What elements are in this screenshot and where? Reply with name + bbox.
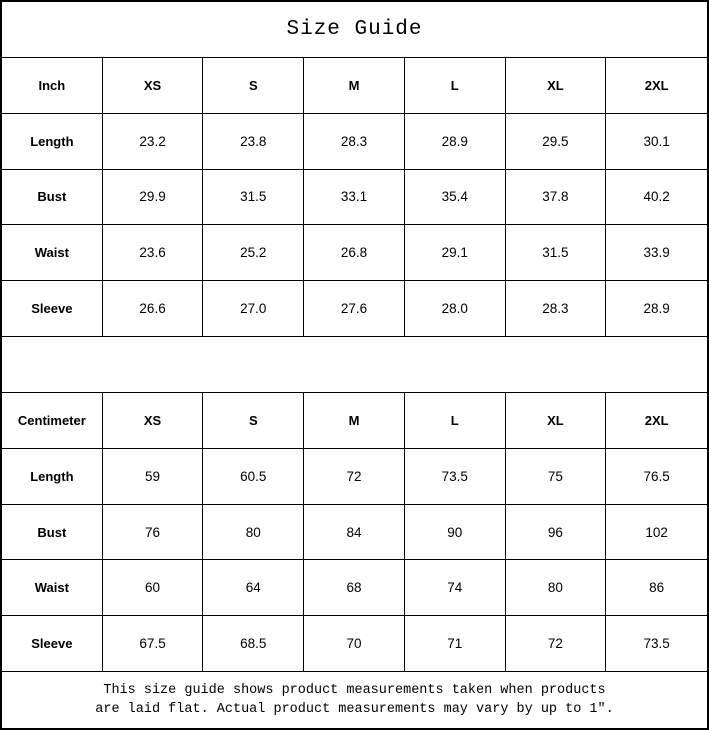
centimeter-header-row [2,393,707,449]
value-cell: 102 [645,524,668,540]
size-header: M [304,393,405,448]
value-cell: 84 [304,505,405,560]
value-cell: 37.8 [506,170,607,225]
unit-label-inch: Inch [2,58,103,113]
value-cell: 28.3 [506,281,607,336]
value-cell: 29.9 [103,170,204,225]
table-row [2,170,707,226]
value-cell: 28.9 [643,301,670,317]
value-cell: 33.9 [643,245,670,261]
page-title: Size Guide [286,17,423,41]
table-row [2,560,707,616]
size-header: XL [506,393,607,448]
value-cell: 31.5 [506,225,607,280]
row-label: Waist [2,225,103,280]
table-row [2,114,707,170]
footer-line-1: This size guide shows product measurements taken when products [103,682,606,698]
value-cell: 76.5 [643,468,670,484]
size-header: M [304,58,405,113]
row-label: Bust [2,170,103,225]
value-cell: 70 [304,616,405,671]
size-header: 2XL [644,77,669,93]
row-label: Waist [2,560,103,615]
footer-note [2,672,707,728]
value-cell: 90 [405,505,506,560]
value-cell: 75 [506,449,607,504]
value-cell: 64 [203,560,304,615]
row-label: Sleeve [2,281,103,336]
value-cell: 80 [203,505,304,560]
value-cell: 35.4 [405,170,506,225]
inch-header-row [2,58,707,114]
value-cell: 29.5 [506,114,607,169]
value-cell: 25.2 [203,225,304,280]
table-row [2,225,707,281]
value-cell: 27.6 [304,281,405,336]
size-header: L [405,58,506,113]
value-cell: 76 [103,505,204,560]
value-cell: 30.1 [643,133,670,149]
value-cell: 71 [405,616,506,671]
value-cell: 27.0 [203,281,304,336]
row-label: Sleeve [2,616,103,671]
table-row [2,616,707,672]
size-header: XS [103,58,204,113]
table-row [2,505,707,561]
value-cell: 60 [103,560,204,615]
value-cell: 68.5 [203,616,304,671]
spacer-row [2,337,707,393]
value-cell: 73.5 [643,636,670,652]
row-label: Bust [2,505,103,560]
value-cell: 86 [649,580,665,596]
size-header: S [203,58,304,113]
size-header: XS [103,393,204,448]
value-cell: 23.2 [103,114,204,169]
row-label: Length [2,449,103,504]
value-cell: 33.1 [304,170,405,225]
value-cell: 26.8 [304,225,405,280]
unit-label-centimeter: Centimeter [2,393,103,448]
value-cell: 29.1 [405,225,506,280]
value-cell: 67.5 [103,616,204,671]
value-cell: 68 [304,560,405,615]
table-row [2,449,707,505]
size-header: 2XL [644,412,669,428]
value-cell: 74 [405,560,506,615]
value-cell: 80 [506,560,607,615]
footer-line-2: are laid flat. Actual product measurements may vary by up to 1″. [95,702,614,718]
title-row [2,2,707,58]
size-header: L [405,393,506,448]
value-cell: 96 [506,505,607,560]
value-cell: 72 [506,616,607,671]
value-cell: 59 [103,449,204,504]
value-cell: 28.3 [304,114,405,169]
value-cell: 28.0 [405,281,506,336]
row-label: Length [2,114,103,169]
value-cell: 60.5 [203,449,304,504]
value-cell: 72 [304,449,405,504]
table-row [2,281,707,337]
value-cell: 23.8 [203,114,304,169]
value-cell: 31.5 [203,170,304,225]
value-cell: 73.5 [405,449,506,504]
value-cell: 28.9 [405,114,506,169]
value-cell: 40.2 [643,189,670,205]
value-cell: 23.6 [103,225,204,280]
value-cell: 26.6 [103,281,204,336]
size-header: S [203,393,304,448]
size-header: XL [506,58,607,113]
